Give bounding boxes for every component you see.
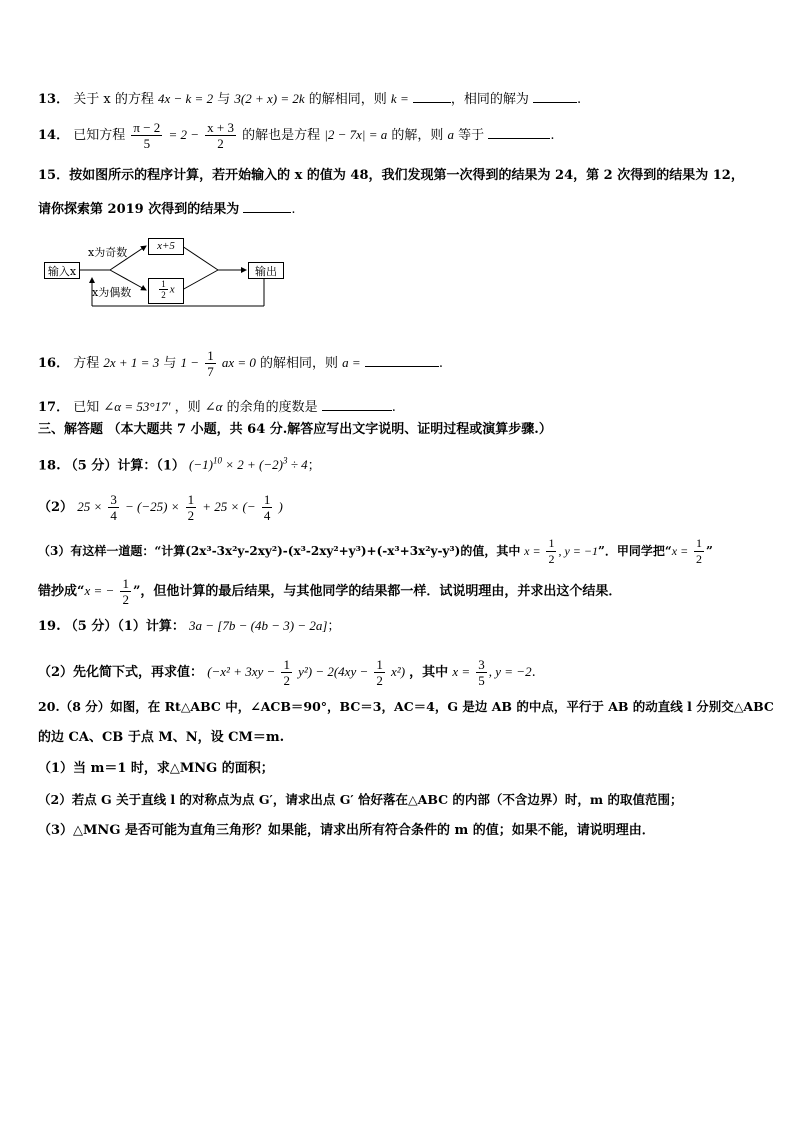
variable: x [169, 283, 175, 296]
denominator: 2 [122, 592, 129, 607]
question-17 [38, 396, 396, 417]
flow-add-label: x+5 [157, 240, 175, 252]
denominator: 7 [207, 364, 214, 379]
numerator: 1 [283, 657, 290, 672]
variable: x = [452, 664, 471, 679]
expr-part: (−1) [189, 457, 213, 473]
expression: 3a − [7b − (4b − 3) − 2a] [189, 618, 328, 633]
numerator: π − 2 [133, 120, 161, 135]
expr-part: ÷ 4 [287, 457, 308, 473]
equation: , y = −1 [558, 544, 598, 558]
fraction [108, 492, 119, 523]
answer-blank[interactable] [533, 88, 577, 103]
fraction [131, 120, 162, 151]
question-text: ，其中 [409, 665, 449, 680]
question-text: 的解，则 [391, 128, 444, 143]
denominator: 2 [548, 552, 555, 566]
flow-odd-label: x为奇数 [88, 246, 128, 259]
numerator: 1 [376, 657, 383, 672]
equation: , y = −2 [488, 664, 532, 679]
question-text: 与 [163, 356, 177, 371]
flow-output-box [248, 262, 284, 279]
fraction [186, 492, 197, 523]
question-text: 的解相同，则 [260, 356, 339, 371]
variable: x = − [84, 583, 115, 598]
punctuation: ” [706, 544, 713, 558]
exponent: 3 [282, 456, 288, 466]
question-number: 13． [38, 92, 70, 107]
equation: ∠α = 53°17′ [103, 399, 171, 414]
variable: k = [390, 91, 409, 106]
numerator: 1 [122, 576, 129, 591]
answer-blank[interactable] [488, 124, 550, 139]
punctuation: . [438, 356, 443, 371]
flow-output-label: 输出 [255, 265, 277, 278]
equation: |2 − 7x| = a [324, 127, 388, 142]
question-text: 已知方程 [73, 128, 126, 143]
flowchart [40, 232, 290, 322]
expr-part: − (−25) × [125, 499, 180, 514]
question-text: ，则 [174, 400, 201, 415]
punctuation: . [291, 202, 296, 217]
expr-part: × 2 + (−2) [221, 457, 283, 473]
variable: a [447, 127, 455, 142]
question-text: （8 分）如图，在 Rt△ABC 中，∠ACB＝90°，BC＝3，AC＝4，G 是边 AB 的中点，平行于 AB 的动直线 l 分别交△ABC [59, 699, 774, 714]
numerator: x + 3 [207, 120, 234, 135]
equation: 2x + 1 = 3 [103, 355, 160, 370]
flow-half-box [148, 278, 184, 304]
denominator: 4 [263, 508, 271, 523]
question-18-part3 [38, 536, 713, 567]
question-19-part2 [38, 657, 536, 688]
question-14 [38, 120, 554, 151]
section-header: 三、解答题 （本大题共 7 小题，共 64 分.解答应写出文字说明、证明过程或演算步骤.） [38, 422, 552, 437]
question-text: 的余角的度数是 [226, 400, 318, 415]
equation: 3(2 + x) = 2k [234, 91, 305, 106]
question-text: 方程 [73, 356, 100, 371]
question-text: 已知 [73, 400, 100, 415]
question-15-line2 [38, 198, 296, 219]
answer-blank[interactable] [322, 396, 392, 411]
question-18-part3-cont [38, 576, 621, 607]
expression [189, 457, 308, 472]
part-label: （2） [38, 500, 74, 515]
denominator: 5 [478, 673, 485, 688]
question-16 [38, 348, 443, 379]
variable: a = [342, 355, 361, 370]
question-20-part2: （2）若点 G 关于直线 l 的对称点为点 G′，请求出点 G′ 恰好落在△ABC 的内部（不含边界）时，m 的取值范围； [38, 792, 683, 807]
question-number: 15． [38, 168, 70, 183]
numerator: 1 [548, 536, 555, 550]
punctuation: . [391, 400, 396, 415]
punctuation: ； [307, 458, 321, 474]
question-number: 17． [38, 400, 70, 415]
numerator: 1 [263, 492, 271, 507]
question-18-part1 [38, 452, 321, 475]
question-20-part3: （3）△MNG 是否可能为直角三角形？如果能，请求出所有符合条件的 m 的值；如果不能，请说明理由． [38, 823, 655, 838]
numerator: 1 [696, 536, 703, 550]
question-text: ”，但他计算的最后结果，与其他同学的结果都一样．试说明理由，并求出这个结果． [132, 584, 622, 599]
answer-blank[interactable] [413, 88, 451, 103]
numerator: 1 [207, 348, 214, 363]
denominator: 2 [696, 552, 703, 566]
variable: ∠α [204, 399, 223, 414]
question-15-line1 [38, 167, 744, 185]
punctuation: ； [327, 619, 341, 634]
flow-add-box [148, 238, 184, 255]
fraction [374, 657, 385, 688]
question-20-line2: 的边 CA、CB 于点 M、N，设 CM＝m. [38, 730, 285, 745]
flow-input-box [44, 262, 80, 279]
denominator: 5 [131, 135, 162, 151]
fraction [120, 576, 131, 607]
numerator: 3 [110, 492, 117, 507]
fraction [159, 279, 168, 300]
question-text: （2）先化简下式，再求值： [38, 665, 204, 680]
question-text: ，相同的解为 [450, 92, 529, 107]
question-20-line1 [38, 698, 774, 716]
question-text: 错抄成“ [38, 584, 85, 599]
punctuation: . [550, 128, 555, 143]
denominator: 2 [187, 508, 195, 523]
question-13 [38, 88, 581, 109]
question-number: 18. [38, 458, 61, 474]
answer-blank[interactable] [365, 352, 439, 367]
variable: x = [524, 544, 541, 558]
expr-part: ) [278, 499, 283, 514]
question-text: （3）有这样一道题：“计算(2x³-3x²y-2xy²)-(x³-2xy²+y³)+(-x³+3x²y-y³)的值，其中 [38, 544, 521, 558]
fraction [546, 536, 556, 567]
fraction [281, 657, 292, 688]
numerator: 1 [161, 279, 166, 289]
question-number: 20. [38, 699, 60, 714]
exponent: 10 [212, 456, 222, 466]
denominator: 2 [283, 673, 290, 688]
flow-input-label: 输入x [47, 265, 77, 278]
question-text: 与 [217, 92, 231, 107]
numerator: 1 [187, 492, 195, 507]
punctuation: . [531, 665, 536, 680]
question-number: 19. [38, 619, 61, 634]
flow-even-label: x为偶数 [92, 286, 132, 299]
question-text: 的解也是方程 [242, 128, 321, 143]
fraction [205, 348, 216, 379]
denominator: 2 [161, 290, 166, 300]
denominator: 4 [110, 508, 117, 523]
fraction [476, 657, 487, 688]
expr-part: + 25 × (− [202, 499, 256, 514]
question-text: 等于 [458, 128, 485, 143]
variable: x = [671, 544, 689, 558]
fraction [205, 120, 236, 151]
question-text: 请你探索第 2019 次得到的结果为 [38, 202, 240, 217]
expr-part: (−x² + 3xy − [207, 664, 276, 679]
question-19-part1 [38, 617, 340, 636]
equation: ax = 0 [221, 355, 256, 370]
fraction [262, 492, 273, 523]
question-18-part2 [38, 492, 283, 523]
question-number: 14． [38, 128, 70, 143]
question-text: 按如图所示的程序计算，若开始输入的 x 的值为 48，我们发现第一次得到的结果为 24，第 2 次得到的结果为 12， [69, 168, 744, 183]
answer-blank[interactable] [243, 198, 291, 213]
expr-part: 25 × [77, 499, 103, 514]
expr-part: x²) [391, 664, 406, 679]
equation: = 2 − [168, 127, 199, 142]
punctuation: . [577, 92, 582, 107]
question-text: （5 分）计算：（1） [64, 458, 185, 474]
numerator: 3 [478, 657, 485, 672]
question-20-part1: （1）当 m＝1 时，求△MNG 的面积； [38, 761, 274, 776]
question-text: ”．甲同学把“ [597, 544, 672, 558]
fraction [694, 536, 704, 567]
question-number: 16． [38, 356, 70, 371]
denominator: 2 [205, 135, 236, 151]
expr-part: y²) − 2(4xy − [298, 664, 369, 679]
question-text: 关于 x 的方程 [73, 92, 154, 107]
equation: 4x − k = 2 [157, 91, 214, 106]
question-text: （5 分）（1）计算： [64, 619, 185, 634]
denominator: 2 [376, 673, 383, 688]
question-text: 的解相同，则 [308, 92, 387, 107]
equation: 1 − [180, 355, 200, 370]
